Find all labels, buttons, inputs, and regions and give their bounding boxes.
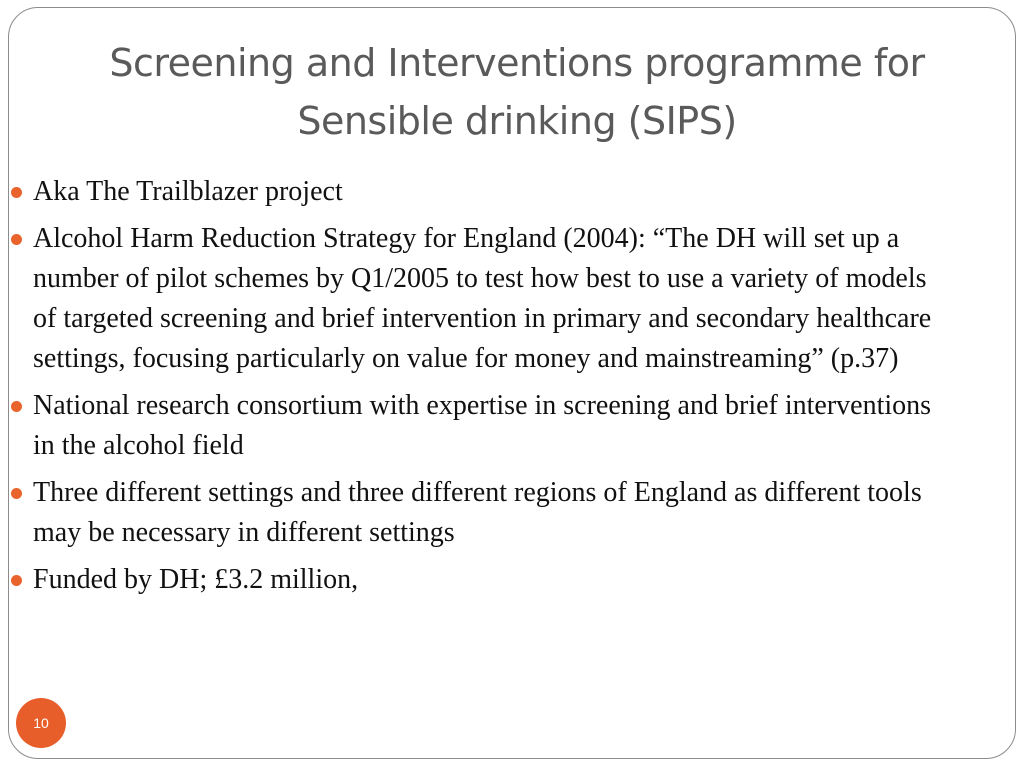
bullet-text: Funded by DH; £3.2 million, <box>33 564 359 595</box>
bullet-item-trailblazer <box>0 172 938 212</box>
title-line-1: Screening and Interventions programme for <box>109 41 925 85</box>
bullet-item-strategy <box>0 219 938 379</box>
page-number-badge: 10 <box>16 698 66 748</box>
bullet-text: National research consortium with expertise in screening and brief interventions in the alcohol field <box>33 390 932 461</box>
bullet-text: Three different settings and three different regions of England as different tools may be necessary in different settings <box>33 477 922 548</box>
bullet-text: Alcohol Harm Reduction Strategy for England (2004): “The DH will set up a number of pilot schemes by Q1/2005 to test how best to use a variety of models of targeted screening and brief intervention in primary and secondary healthcare settings, focusing particularly on value for money and mainstreaming” (p.37) <box>33 223 932 374</box>
bullet-dot-icon <box>11 401 22 412</box>
bullet-dot-icon <box>11 234 22 245</box>
bullet-dot-icon <box>11 488 22 499</box>
title-line-2: Sensible drinking (SIPS) <box>297 99 737 143</box>
bullet-dot-icon <box>11 187 22 198</box>
slide-title <box>39 34 995 150</box>
bullet-dot-icon <box>11 575 22 586</box>
bullet-item-consortium <box>0 386 938 466</box>
bullet-item-settings <box>0 473 938 553</box>
bullet-item-funding <box>0 560 938 600</box>
bullet-text: Aka The Trailblazer project <box>33 176 343 207</box>
bullet-list <box>0 172 1000 607</box>
